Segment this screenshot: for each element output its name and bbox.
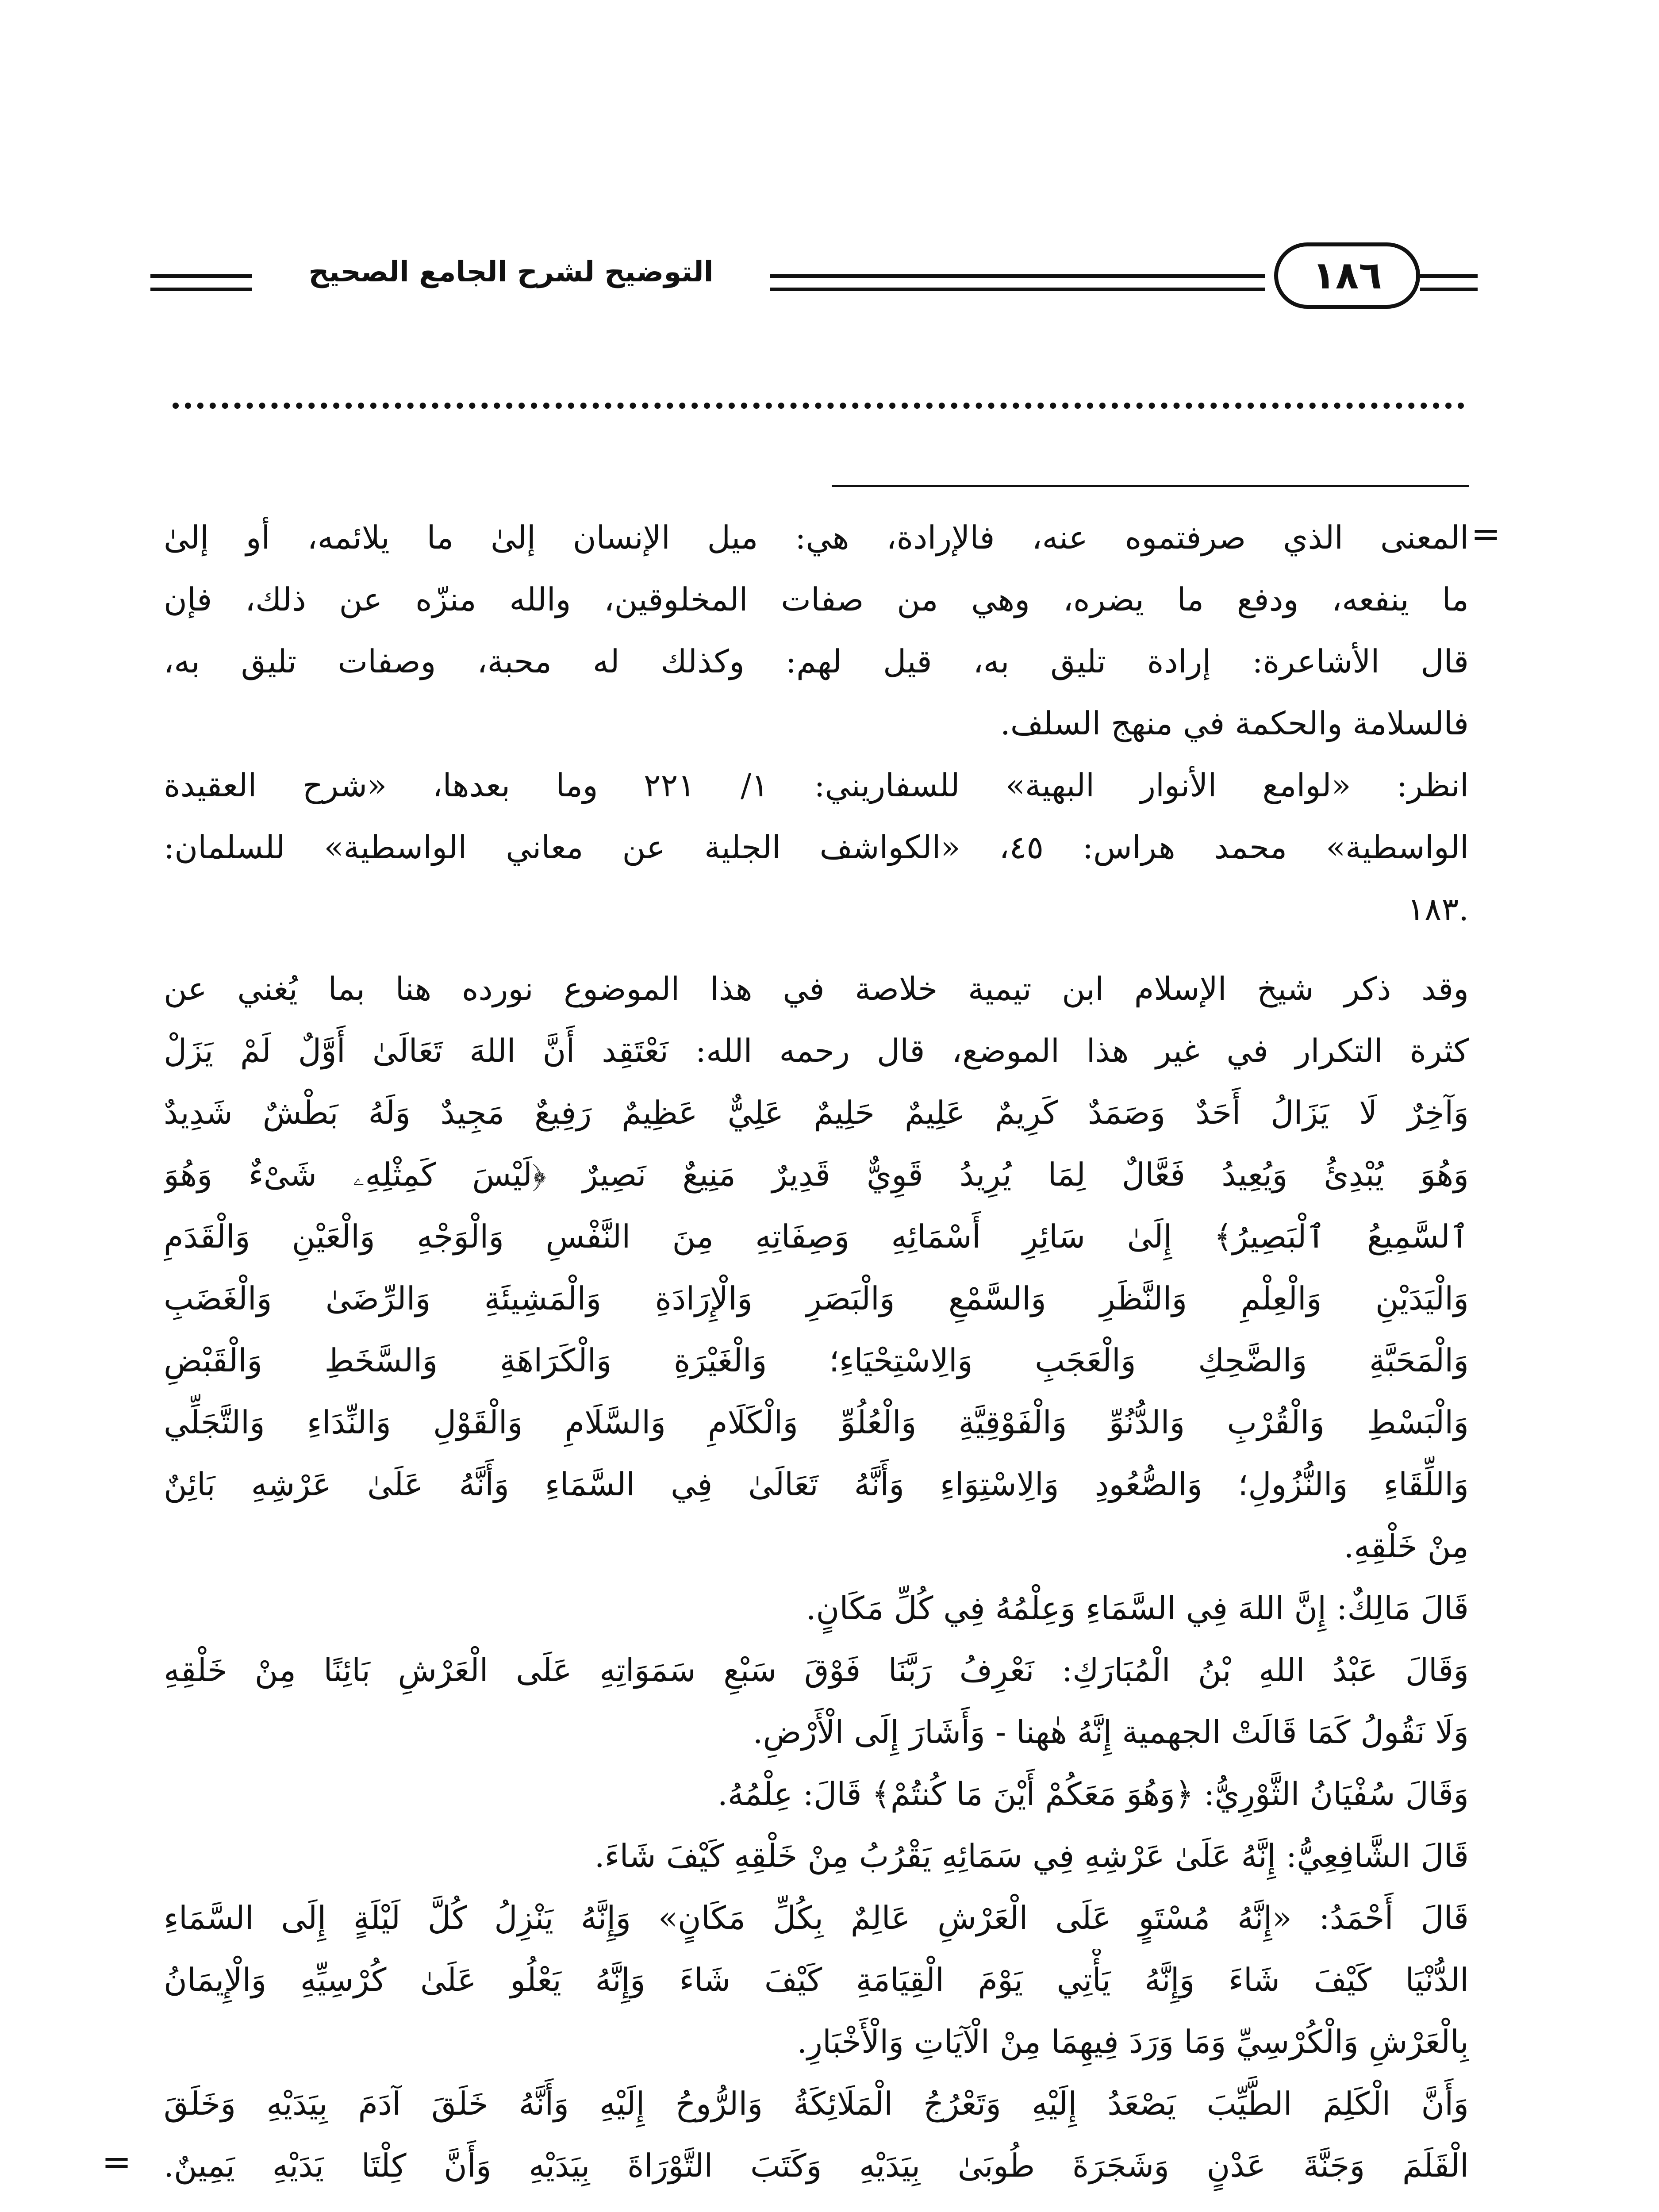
footnote-line: انظر: «لوامع الأنوار البهية» للسفاريني: ١/ ٢٢١ وما بعدها، «شرح العقيدة [164, 767, 1469, 804]
body-line: وَالْبَسْطِ وَالْقُرْبِ وَالدُّنُوِّ وَالْفَوْقِيَّةِ وَالْعُلُوِّ وَالْكَلَامِ وَالسَّلَامِ وَالْقَوْلِ وَالنِّدَاءِ وَالتَّجَلِّي [164, 1404, 1469, 1441]
body-line: وَآخِرٌ لَا يَزَالُ أَحَدٌ وَصَمَدٌ كَرِيمٌ عَلِيمٌ حَلِيمٌ عَلِيٌّ عَظِيمٌ رَفِيعٌ مَجِيدٌ وَلَهُ بَطْشٌ شَدِيدٌ [164, 1094, 1469, 1131]
body-line: كثرة التكرار في غير هذا الموضع، قال رحمه الله: نَعْتَقِد أَنَّ اللهَ تَعَالَىٰ أَوَّلٌ لَمْ يَزَلْ [164, 1032, 1469, 1069]
header-rule-middle [770, 274, 1265, 278]
body-line: وَأَنَّ الْكَلِمَ الطَّيِّبَ يَصْعَدُ إِلَيْهِ وَتَعْرُجُ الْمَلَائِكَةُ وَالرُّوحُ إِلَيْهِ وَأَنَّهُ خَلَقَ آدَمَ بِيَدَيْهِ وَخَلَقَ [164, 2085, 1469, 2122]
body-line: وَالْيَدَيْنِ وَالْعِلْمِ وَالنَّظَرِ وَالسَّمْعِ وَالْبَصَرِ وَالْإِرَادَةِ وَالْمَشِيئَةِ وَالرِّضَىٰ وَالْغَضَبِ [164, 1280, 1469, 1317]
footnote-line: قال الأشاعرة: إرادة تليق به، قيل لهم: وكذلك له محبة، وصفات تليق به، [164, 643, 1469, 680]
body-line: وَاللِّقَاءِ وَالنُّزُولِ؛ وَالصُّعُودِ وَالِاسْتِوَاءِ وَأَنَّهُ تَعَالَىٰ فِي السَّمَاءِ وَأَنَّهُ عَلَىٰ عَرْشِهِ بَائِنٌ [164, 1466, 1469, 1503]
dotted-divider [173, 403, 1464, 409]
continuation-mark-bottom: = [102, 2141, 132, 2182]
body-line: وَلَا نَقُولُ كَمَا قَالَتْ الجهمية إِنَّهُ هٰهنا - وَأَشَارَ إِلَى الْأَرْضِ. [753, 1713, 1469, 1751]
footnote-line: المعنى الذي صرفتموه عنه، فالإرادة، هي: ميل الإنسان إلىٰ ما يلائمه، أو إلىٰ [164, 519, 1469, 556]
continuation-mark-top: = [1471, 513, 1501, 554]
header-rule-left [150, 274, 252, 278]
body-line: وَقَالَ سُفْيَانُ الثَّوْرِيُّ: ﴿وَهُوَ مَعَكُمْ أَيْنَ مَا كُنتُمْ﴾ قَالَ: عِلْمُهُ. [717, 1775, 1469, 1813]
footnote-line: ما ينفعه، ودفع ما يضره، وهي من صفات المخلوقين، والله منزّه عن ذلك، فإن [164, 581, 1469, 618]
body-line: وَقَالَ عَبْدُ اللهِ بْنُ الْمُبَارَكِ: نَعْرِفُ رَبَّنَا فَوْقَ سَبْعِ سَمَوَاتِهِ عَلَى الْعَرْشِ بَائِنًا مِنْ خَلْقِهِ [164, 1651, 1469, 1689]
body-line: وَهُوَ يُبْدِئُ وَيُعِيدُ فَعَّالٌ لِمَا يُرِيدُ قَوِيٌّ قَدِيرٌ مَنِيعٌ نَصِيرٌ ﴿لَيْسَ كَمِثْلِهِۦ شَىْءٌ وَهُوَ [164, 1156, 1469, 1193]
body-line: وقد ذكر شيخ الإسلام ابن تيمية خلاصة في هذا الموضوع نورده هنا بما يُغني عن [164, 970, 1469, 1007]
body-line: الْقَلَمَ وَجَنَّةَ عَدْنٍ وَشَجَرَةَ طُوبَىٰ بِيَدَيْهِ وَكَتَبَ التَّوْرَاةَ بِيَدَيْهِ وَأَنَّ كِلْتَا يَدَيْهِ يَمِينٌ. [164, 2147, 1469, 2184]
body-line: قَالَ أَحْمَدُ: «إِنَّهُ مُسْتَوٍ عَلَى الْعَرْشِ عَالِمٌ بِكُلِّ مَكَانٍ» وَإِنَّهُ يَنْزِلُ كُلَّ لَيْلَةٍ إِلَى السَّمَاءِ [164, 1899, 1469, 1936]
body-line: الدُّنْيَا كَيْفَ شَاءَ وَإِنَّهُ يَأْتِي يَوْمَ الْقِيَامَةِ كَيْفَ شَاءَ وَإِنَّهُ يَعْلُو عَلَىٰ كُرْسِيِّهِ وَالْإِيمَانُ [164, 1961, 1469, 1998]
page-number: ١٨٦ [1274, 242, 1420, 309]
header-rule-right-lower [1420, 288, 1478, 291]
header-rule-right [1420, 274, 1478, 278]
footnote-line: الواسطية» محمد هراس: ٤٥، «الكواشف الجلية عن معاني الواسطية» للسلمان: [164, 829, 1469, 866]
body-line: قَالَ مَالِكٌ: إِنَّ اللهَ فِي السَّمَاءِ وَعِلْمُهُ فِي كُلِّ مَكَانٍ. [806, 1590, 1469, 1627]
footnote-separator [832, 485, 1469, 487]
footnote-line: فالسلامة والحكمة في منهج السلف. [1000, 705, 1469, 742]
footnote-line: .١٨٣ [1407, 891, 1469, 928]
header-rule-middle-lower [770, 288, 1265, 291]
body-line: بِالْعَرْشِ وَالْكُرْسِيِّ وَمَا وَرَدَ فِيهِمَا مِنْ الْآيَاتِ وَالْأَخْبَارِ. [797, 2023, 1469, 2060]
header-rule-left-lower [150, 288, 252, 291]
body-line: وَالْمَحَبَّةِ وَالضَّحِكِ وَالْعَجَبِ وَالِاسْتِحْيَاءِ؛ وَالْغَيْرَةِ وَالْكَرَاهَةِ وَالسَّخَطِ وَالْقَبْضِ [164, 1342, 1469, 1379]
running-header-title: التوضيح لشرح الجامع الصحيح [308, 256, 714, 288]
body-line: قَالَ الشَّافِعِيُّ: إِنَّهُ عَلَىٰ عَرْشِهِ فِي سَمَائِهِ يَقْرُبُ مِنْ خَلْقِهِ كَيْفَ شَاءَ. [594, 1837, 1469, 1874]
body-line: مِنْ خَلْقِهِ. [1344, 1528, 1469, 1565]
body-line: ٱلسَّمِيعُ ٱلْبَصِيرُ﴾ إِلَىٰ سَائِرِ أَسْمَائِهِ وَصِفَاتِهِ مِنَ النَّفْسِ وَالْوَجْهِ وَالْعَيْنِ وَالْقَدَمِ [164, 1218, 1469, 1255]
